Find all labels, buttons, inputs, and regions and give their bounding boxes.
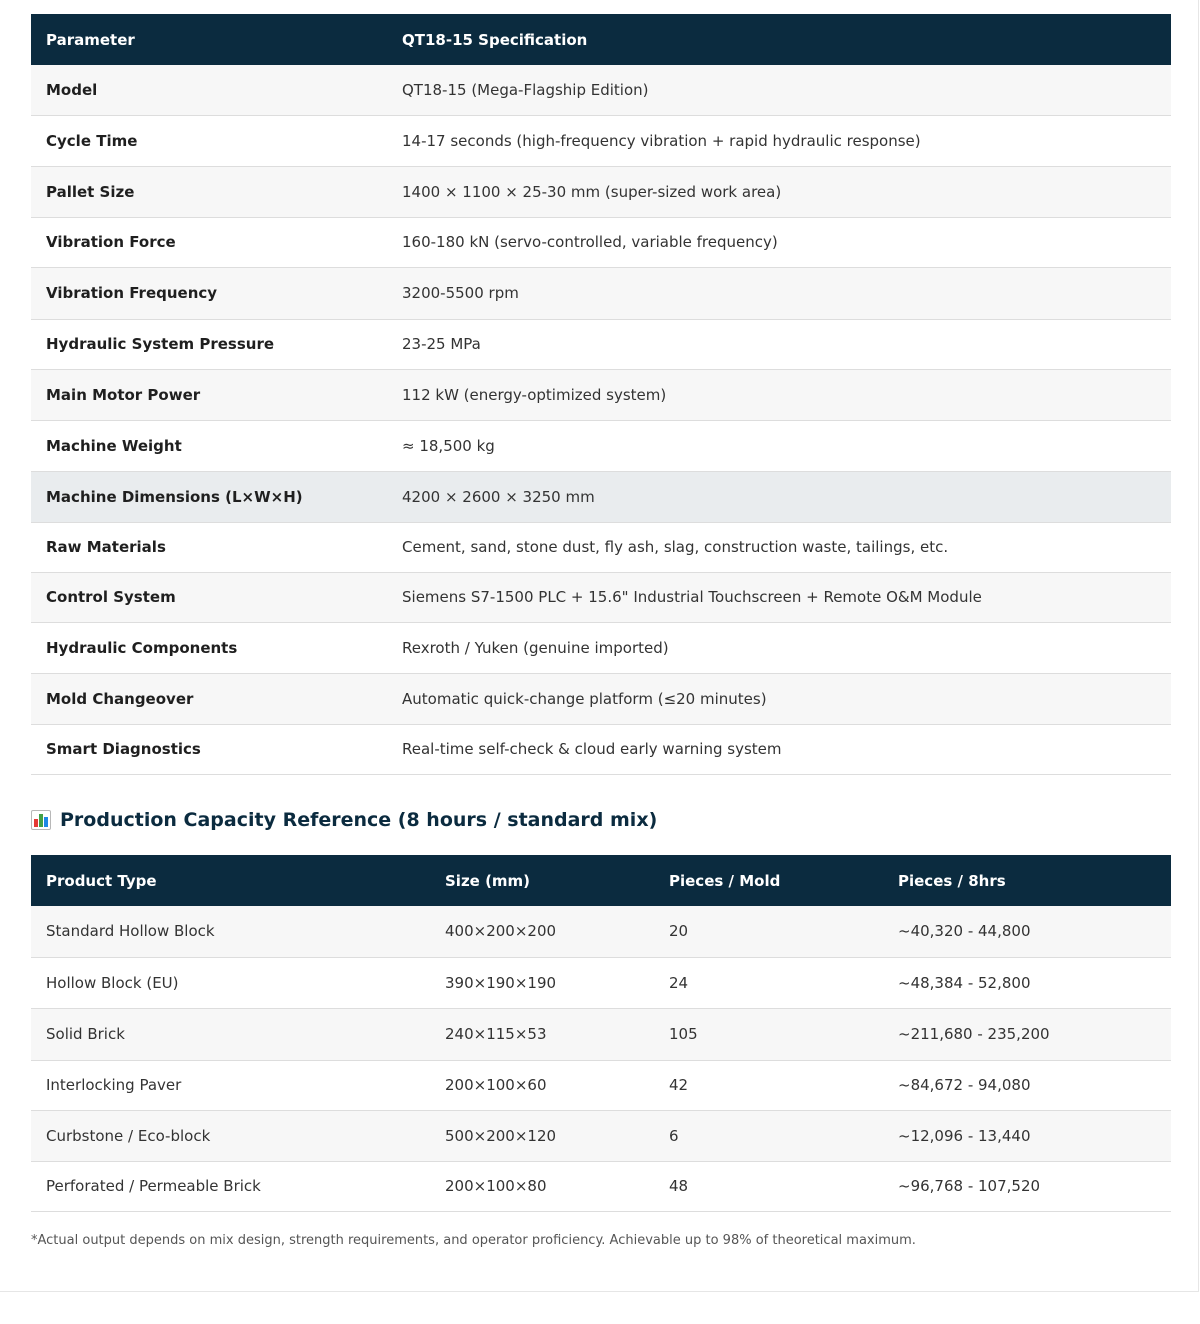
- capacity-product-cell: Hollow Block (EU): [46, 973, 179, 992]
- spec-parameter-cell: Smart Diagnostics: [46, 740, 201, 758]
- capacity-product-cell: Curbstone / Eco-block: [46, 1126, 211, 1145]
- spec-header-specification: QT18-15 Specification: [402, 30, 588, 49]
- spec-parameter-cell: Machine Dimensions (L×W×H): [46, 487, 303, 506]
- capacity-pieces-mold-cell: 42: [669, 1076, 689, 1094]
- spec-value-cell: 1400 × 1100 × 25-30 mm (super-sized work area): [402, 182, 782, 201]
- capacity-pieces-8hrs-cell: ~12,096 - 13,440: [898, 1126, 1031, 1145]
- spec-table-header-row: [31, 14, 1171, 65]
- capacity-size-cell: 200×100×60: [445, 1076, 547, 1094]
- spec-table-row: [31, 471, 1171, 522]
- capacity-header-pieces-per-mold: Pieces / Mold: [669, 871, 781, 890]
- capacity-pieces-8hrs-cell: ~40,320 - 44,800: [898, 922, 1031, 941]
- capacity-table-row: [31, 957, 1171, 1008]
- capacity-product-cell: Perforated / Permeable Brick: [46, 1177, 261, 1195]
- capacity-pieces-8hrs-cell: ~211,680 - 235,200: [898, 1025, 1050, 1043]
- capacity-header-product-type: Product Type: [46, 871, 157, 890]
- spec-table-row: [31, 217, 1171, 267]
- spec-parameter-cell: Control System: [46, 588, 176, 606]
- spec-header-parameter: Parameter: [46, 30, 135, 49]
- spec-parameter-cell: Model: [46, 80, 98, 99]
- spec-table-row: [31, 267, 1171, 319]
- capacity-size-cell: 390×190×190: [445, 973, 557, 992]
- spec-table-row: [31, 115, 1171, 166]
- spec-value-cell: Cement, sand, stone dust, fly ash, slag, construction waste, tailings, etc.: [402, 538, 949, 556]
- spec-value-cell: Rexroth / Yuken (genuine imported): [402, 638, 669, 657]
- capacity-table-row: [31, 906, 1171, 957]
- capacity-size-cell: 400×200×200: [445, 922, 557, 941]
- spec-table-row: [31, 522, 1171, 572]
- spec-parameter-cell: Pallet Size: [46, 182, 135, 201]
- spec-value-cell: 3200-5500 rpm: [402, 284, 519, 302]
- spec-parameter-cell: Raw Materials: [46, 538, 166, 556]
- spec-parameter-cell: Vibration Frequency: [46, 284, 218, 302]
- spec-value-cell: 23-25 MPa: [402, 335, 481, 353]
- capacity-pieces-mold-cell: 6: [669, 1126, 679, 1145]
- capacity-pieces-8hrs-cell: ~84,672 - 94,080: [898, 1076, 1031, 1094]
- capacity-header-pieces-per-8hrs: Pieces / 8hrs: [898, 871, 1006, 890]
- capacity-pieces-8hrs-cell: ~96,768 - 107,520: [898, 1177, 1041, 1195]
- capacity-title-text: Production Capacity Reference (8 hours / standard mix): [60, 809, 658, 831]
- capacity-table-row: [31, 1110, 1171, 1161]
- spec-parameter-cell: Vibration Force: [46, 233, 176, 251]
- spec-value-cell: 112 kW (energy-optimized system): [402, 385, 667, 404]
- capacity-section-title: [31, 806, 657, 834]
- footnote: *Actual output depends on mix design, strength requirements, and operator proficiency. Achievable up to 98% of theoretical maximum.: [31, 1233, 916, 1248]
- spec-table-row: [31, 65, 1171, 115]
- capacity-size-cell: 240×115×53: [445, 1025, 547, 1043]
- spec-table-row: [31, 166, 1171, 217]
- spec-value-cell: 14-17 seconds (high-frequency vibration + rapid hydraulic response): [402, 131, 921, 150]
- spec-table: [31, 14, 1171, 775]
- spec-value-cell: ≈ 18,500 kg: [402, 436, 495, 455]
- capacity-pieces-8hrs-cell: ~48,384 - 52,800: [898, 973, 1031, 992]
- capacity-size-cell: 500×200×120: [445, 1126, 557, 1145]
- capacity-pieces-mold-cell: 105: [669, 1025, 698, 1043]
- capacity-size-cell: 200×100×80: [445, 1177, 547, 1195]
- capacity-table: [31, 855, 1171, 1212]
- capacity-product-cell: Solid Brick: [46, 1025, 125, 1043]
- spec-parameter-cell: Cycle Time: [46, 131, 138, 150]
- capacity-header-size: Size (mm): [445, 871, 531, 890]
- capacity-pieces-mold-cell: 20: [669, 922, 689, 941]
- spec-parameter-cell: Mold Changeover: [46, 689, 194, 708]
- spec-table-row: [31, 622, 1171, 673]
- capacity-table-row: [31, 1161, 1171, 1211]
- spec-parameter-cell: Hydraulic System Pressure: [46, 335, 275, 353]
- spec-value-cell: 4200 × 2600 × 3250 mm: [402, 487, 595, 506]
- capacity-pieces-mold-cell: 48: [669, 1177, 689, 1195]
- spec-value-cell: Real-time self-check & cloud early warning system: [402, 740, 782, 758]
- spec-table-row: [31, 420, 1171, 471]
- capacity-product-cell: Interlocking Paver: [46, 1076, 182, 1094]
- capacity-product-cell: Standard Hollow Block: [46, 922, 215, 941]
- spec-value-cell: Siemens S7-1500 PLC + 15.6" Industrial Touchscreen + Remote O&M Module: [402, 588, 982, 606]
- spec-value-cell: QT18-15 (Mega-Flagship Edition): [402, 80, 649, 99]
- spec-value-cell: Automatic quick-change platform (≤20 minutes): [402, 689, 767, 708]
- capacity-table-row: [31, 1060, 1171, 1110]
- spec-parameter-cell: Main Motor Power: [46, 385, 201, 404]
- capacity-pieces-mold-cell: 24: [669, 973, 689, 992]
- capacity-table-row: [31, 1008, 1171, 1060]
- spec-parameter-cell: Hydraulic Components: [46, 638, 238, 657]
- spec-parameter-cell: Machine Weight: [46, 436, 182, 455]
- spec-table-row: [31, 724, 1171, 774]
- capacity-table-header-row: [31, 855, 1171, 906]
- spec-table-row: [31, 319, 1171, 369]
- spec-table-row: [31, 369, 1171, 420]
- spec-table-row: [31, 673, 1171, 724]
- spec-value-cell: 160-180 kN (servo-controlled, variable frequency): [402, 233, 778, 251]
- spec-table-row: [31, 572, 1171, 622]
- bar-chart-icon: [31, 810, 51, 830]
